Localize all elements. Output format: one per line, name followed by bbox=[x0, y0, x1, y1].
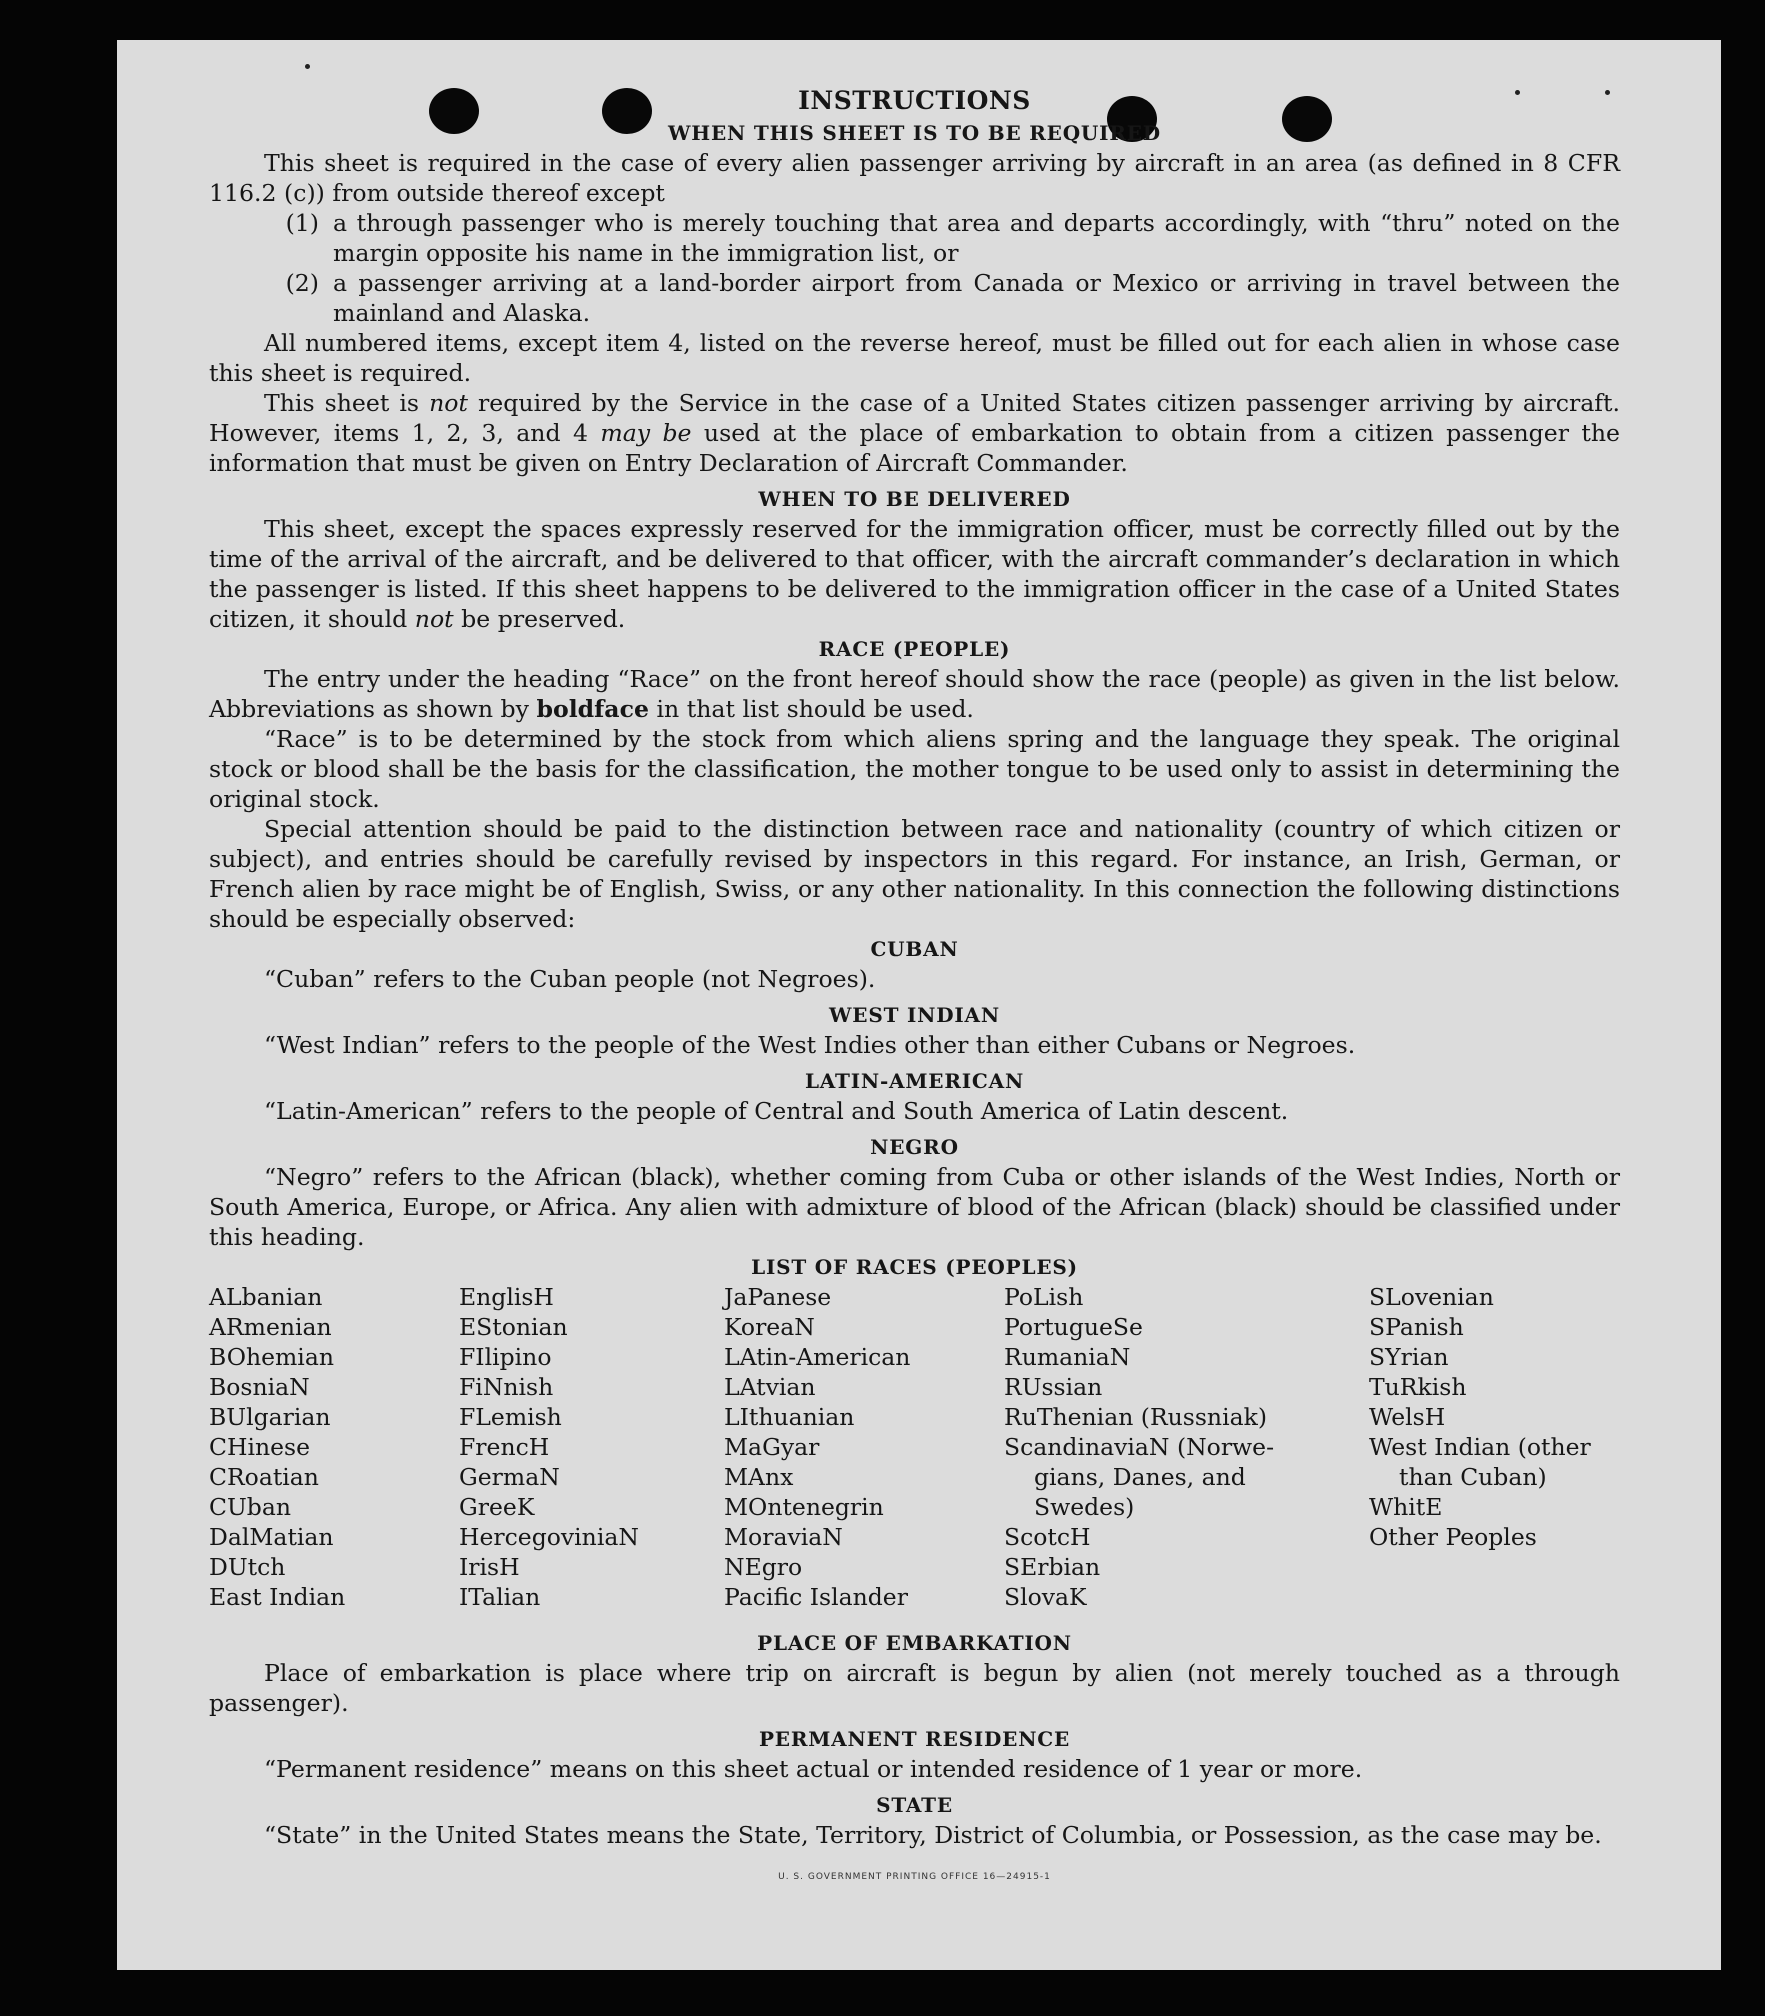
race-entry: DUtch bbox=[209, 1553, 286, 1581]
paragraph: “Negro” refers to the African (black), whether coming from Cuba or other islands of the West Indies, North or South America, Europe, or Africa. Any alien with admixture of blood of the African (black) should be classified under this heading. bbox=[209, 1163, 1620, 1251]
race-entry: IrisH bbox=[459, 1553, 520, 1581]
text-run: be preserved. bbox=[453, 605, 626, 633]
race-entry: ScandinaviaN (Norwe- bbox=[1004, 1433, 1275, 1461]
item-number: (1) bbox=[285, 209, 319, 237]
heading-embarkation: PLACE OF EMBARKATION bbox=[757, 1631, 1072, 1655]
race-entry: LAtvian bbox=[724, 1373, 816, 1401]
race-entry: SLovenian bbox=[1369, 1283, 1494, 1311]
race-entry: TuRkish bbox=[1369, 1373, 1467, 1401]
race-entry: East Indian bbox=[209, 1583, 346, 1611]
race-entry: ScotcH bbox=[1004, 1523, 1091, 1551]
paragraph: “Cuban” refers to the Cuban people (not Negroes). bbox=[264, 965, 876, 993]
race-entry: EStonian bbox=[459, 1313, 568, 1341]
race-entry: SlovaK bbox=[1004, 1583, 1087, 1611]
printer-imprint: U. S. GOVERNMENT PRINTING OFFICE 16—24915-1 bbox=[778, 1872, 1051, 1882]
race-entry: SErbian bbox=[1004, 1553, 1101, 1581]
race-entry: FrencH bbox=[459, 1433, 550, 1461]
item-text: a passenger arriving at a land-border airport from Canada or Mexico or arriving in travel between the mainland and Alaska. bbox=[333, 269, 1620, 327]
paragraph: Special attention should be paid to the distinction between race and nationality (country of which citizen or subject), and entries should be carefully revised by inspectors in this regard. For instance, an Irish, German, or French alien by race might be of English, Swiss, or any other nationality. In this connection the following distinctions should be especially observed: bbox=[209, 815, 1620, 933]
heading-state: STATE bbox=[876, 1793, 953, 1817]
race-entry: WelsH bbox=[1369, 1403, 1446, 1431]
paragraph: “Race” is to be determined by the stock from which aliens spring and the language they speak. The original stock or blood shall be the basis for the classification, the mother tongue to be used only to assist in determining the original stock. bbox=[209, 725, 1620, 813]
heading-delivered: WHEN TO BE DELIVERED bbox=[758, 487, 1071, 511]
race-entry: BOhemian bbox=[209, 1343, 334, 1371]
page-title: INSTRUCTIONS bbox=[798, 86, 1031, 115]
race-entry: DalMatian bbox=[209, 1523, 334, 1551]
race-entry: JaPanese bbox=[724, 1283, 832, 1311]
list-item bbox=[209, 208, 1620, 268]
race-entry: FIlipino bbox=[459, 1343, 552, 1371]
race-entry: gians, Danes, and bbox=[1034, 1463, 1246, 1491]
race-entry: Other Peoples bbox=[1369, 1523, 1537, 1551]
paragraph: All numbered items, except item 4, listed on the reverse hereof, must be filled out for each alien in whose case this sheet is required. bbox=[209, 329, 1620, 387]
race-entry: LAtin-American bbox=[724, 1343, 911, 1371]
race-entry: ARmenian bbox=[209, 1313, 332, 1341]
race-entry: GermaN bbox=[459, 1463, 560, 1491]
race-entry: Pacific Islander bbox=[724, 1583, 908, 1611]
race-entry: FLemish bbox=[459, 1403, 562, 1431]
race-entry: ITalian bbox=[459, 1583, 541, 1611]
race-entry: ALbanian bbox=[209, 1283, 323, 1311]
race-entry: RuThenian (Russniak) bbox=[1004, 1403, 1267, 1431]
race-entry: RUssian bbox=[1004, 1373, 1103, 1401]
race-entry: MoraviaN bbox=[724, 1523, 843, 1551]
race-entry: LIthuanian bbox=[724, 1403, 855, 1431]
paragraph: Place of embarkation is place where trip on aircraft is begun by alien (not merely touched as a through passenger). bbox=[209, 1659, 1620, 1717]
instructions-content bbox=[209, 84, 1620, 1892]
race-entry: HercegoviniaN bbox=[459, 1523, 639, 1551]
list-item bbox=[209, 268, 1620, 328]
bold-run: boldface bbox=[536, 695, 649, 723]
emphasis: not bbox=[414, 605, 454, 633]
text-run: This sheet, except the spaces expressly reserved for the immigration officer, must be correctly filled out by the time of the arrival of the aircraft, and be delivered to that officer, with the aircraft commander’s declaration in which the passenger is listed. If this sheet happens to be delivered to the immigration officer in the case of a United States citizen, it should bbox=[209, 515, 1620, 633]
paragraph: “State” in the United States means the State, Territory, District of Columbia, or Possession, as the case may be. bbox=[264, 1821, 1602, 1849]
emphasis: may be bbox=[600, 419, 692, 447]
text-run: required by the Service in the case of a United States citizen passenger arriving by aircraft. However, items 1, 2, 3, and 4 bbox=[209, 389, 1621, 447]
race-entry: SYrian bbox=[1369, 1343, 1449, 1371]
emphasis: not bbox=[429, 389, 468, 417]
race-entry: than Cuban) bbox=[1399, 1463, 1547, 1491]
text-run: This sheet is bbox=[264, 389, 430, 417]
race-entry: MOntenegrin bbox=[724, 1493, 884, 1521]
race-entry: FiNnish bbox=[459, 1373, 554, 1401]
heading-west-indian: WEST INDIAN bbox=[829, 1003, 1000, 1027]
paragraph: “West Indian” refers to the people of the West Indies other than either Cubans or Negroes. bbox=[264, 1031, 1356, 1059]
race-entry: WhitE bbox=[1369, 1493, 1443, 1521]
item-text: a through passenger who is merely touching that area and departs accordingly, with “thru” noted on the margin opposite his name in the immigration list, or bbox=[333, 209, 1620, 267]
paragraph: “Permanent residence” means on this sheet actual or intended residence of 1 year or more. bbox=[264, 1755, 1363, 1783]
race-entry: GreeK bbox=[459, 1493, 535, 1521]
race-column bbox=[724, 1282, 910, 1612]
race-entry: CHinese bbox=[209, 1433, 310, 1461]
heading-latin-american: LATIN-AMERICAN bbox=[804, 1069, 1025, 1093]
race-column bbox=[459, 1282, 639, 1612]
text-run: in that list should be used. bbox=[648, 695, 974, 723]
document-sheet bbox=[117, 40, 1721, 1970]
paragraph bbox=[209, 388, 1620, 478]
race-entry: KoreaN bbox=[724, 1313, 815, 1341]
race-entry: RumaniaN bbox=[1004, 1343, 1131, 1371]
text-run: used at the place of embarkation to obtain from a citizen passenger the information that must be given on Entry Declaration of Aircraft Commander. bbox=[209, 419, 1621, 477]
paragraph: This sheet is required in the case of every alien passenger arriving by aircraft in an area (as defined in 8 CFR 116.2 (c)) from outside thereof except bbox=[209, 149, 1620, 207]
race-entry: MaGyar bbox=[724, 1433, 820, 1461]
heading-permanent-residence: PERMANENT RESIDENCE bbox=[758, 1727, 1071, 1751]
race-column bbox=[209, 1282, 345, 1612]
text-run: The entry under the heading “Race” on the front hereof should show the race (people) as given in the list below. Abbreviations as shown by bbox=[209, 665, 1620, 723]
race-list bbox=[209, 1282, 1620, 1628]
speck bbox=[305, 64, 310, 69]
paragraph bbox=[209, 514, 1620, 634]
heading-cuban: CUBAN bbox=[870, 937, 959, 961]
paragraph: “Latin-American” refers to the people of Central and South America of Latin descent. bbox=[264, 1097, 1289, 1125]
race-entry: CUban bbox=[209, 1493, 291, 1521]
paragraph bbox=[209, 664, 1620, 724]
race-entry: SPanish bbox=[1369, 1313, 1464, 1341]
heading-list-of-races: LIST OF RACES (PEOPLES) bbox=[751, 1255, 1078, 1279]
race-entry: MAnx bbox=[724, 1463, 794, 1491]
race-entry: PortugueSe bbox=[1004, 1313, 1143, 1341]
race-entry: Swedes) bbox=[1034, 1493, 1135, 1521]
race-column bbox=[1369, 1282, 1591, 1552]
heading-negro: NEGRO bbox=[870, 1135, 959, 1159]
heading-required: WHEN THIS SHEET IS TO BE REQUIRED bbox=[668, 121, 1161, 145]
item-number: (2) bbox=[285, 269, 319, 297]
race-entry: West Indian (other bbox=[1369, 1433, 1591, 1461]
race-entry: CRoatian bbox=[209, 1463, 319, 1491]
race-entry: EnglisH bbox=[459, 1283, 554, 1311]
race-entry: BUlgarian bbox=[209, 1403, 331, 1431]
race-entry: BosniaN bbox=[209, 1373, 310, 1401]
race-entry: NEgro bbox=[724, 1553, 803, 1581]
race-column bbox=[1004, 1282, 1274, 1612]
race-entry: PoLish bbox=[1004, 1283, 1084, 1311]
heading-race: RACE (PEOPLE) bbox=[818, 637, 1011, 661]
